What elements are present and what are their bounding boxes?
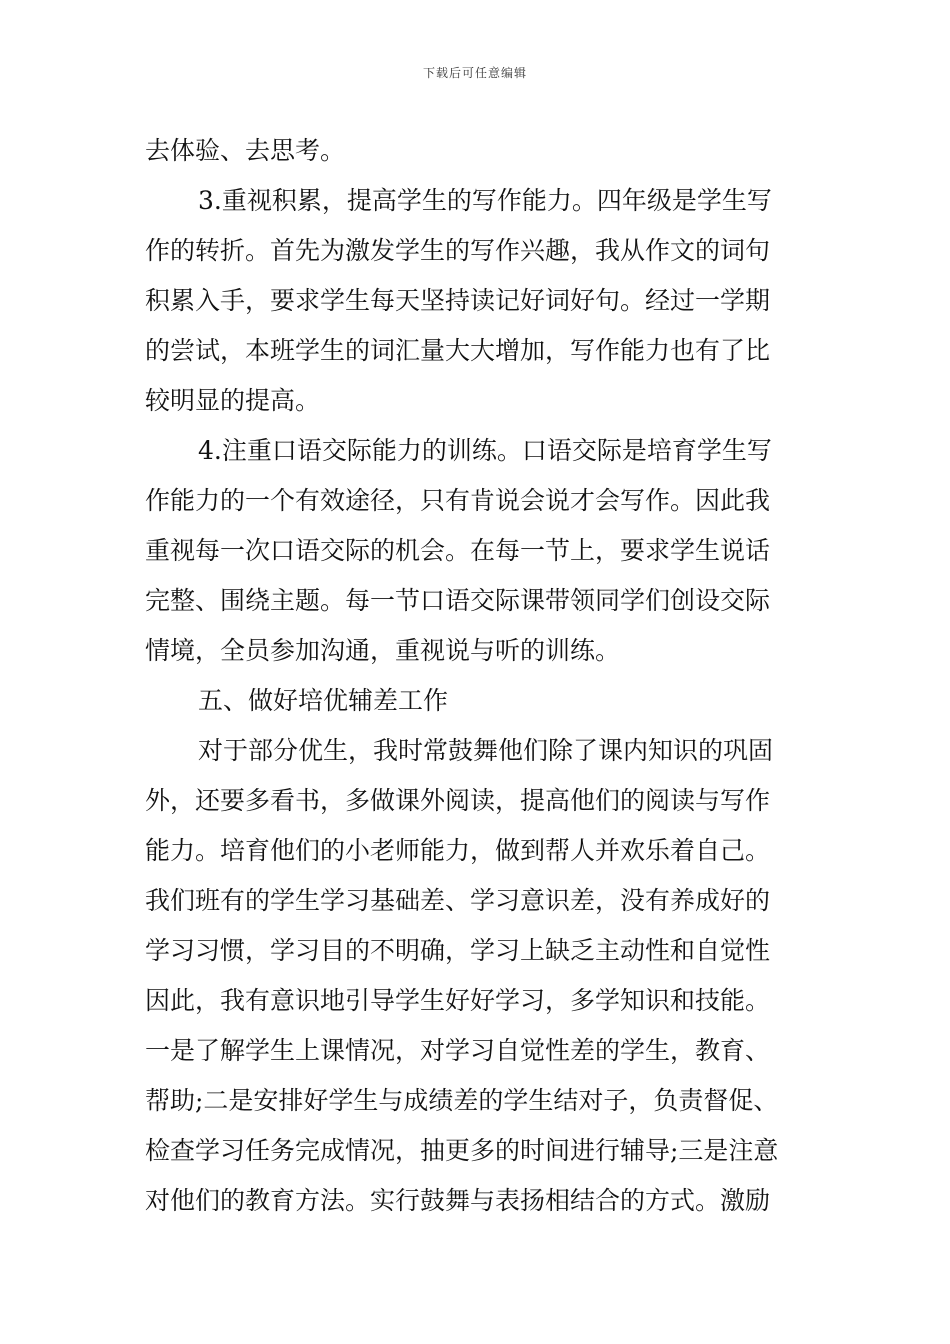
text-line: 的尝试，本班学生的词汇量大大增加，写作能力也有了比 bbox=[145, 336, 771, 365]
text-line: 帮助;二是安排好学生与成绩差的学生结对子，负责督促、 bbox=[145, 1086, 779, 1115]
text-line: 一是了解学生上课情况，对学习自觉性差的学生，教育、 bbox=[145, 1036, 771, 1065]
text-line: 重视每一次口语交际的机会。在每一节上，要求学生说话 bbox=[145, 536, 771, 565]
text-line: 我们班有的学生学习基础差、学习意识差，没有养成好的 bbox=[145, 886, 771, 915]
text-line: 较明显的提高。 bbox=[145, 386, 321, 415]
text-line: 对他们的教育方法。实行鼓舞与表扬相结合的方式。激励 bbox=[145, 1186, 771, 1215]
text-line: 情境，全员参加沟通，重视说与听的训练。 bbox=[145, 636, 621, 665]
text-line: 完整、围绕主题。每一节口语交际课带领同学们创设交际 bbox=[145, 586, 771, 615]
text-line: 学习习惯，学习目的不明确，学习上缺乏主动性和自觉性 bbox=[145, 936, 771, 965]
text-line: 外，还要多看书，多做课外阅读，提高他们的阅读与写作 bbox=[145, 786, 771, 815]
text-line: 作能力的一个有效途径，只有肯说会说才会写作。因此我 bbox=[145, 486, 771, 515]
section-heading: 五、做好培优辅差工作 bbox=[198, 686, 449, 715]
text-line: 3.重视积累，提高学生的写作能力。四年级是学生写 bbox=[198, 186, 772, 215]
text-line: 对于部分优生，我时常鼓舞他们除了课内知识的巩固 bbox=[198, 736, 774, 765]
text-line: 检查学习任务完成情况，抽更多的时间进行辅导;三是注意 bbox=[145, 1136, 779, 1165]
text-line: 作的转折。首先为激发学生的写作兴趣，我从作文的词句 bbox=[145, 236, 771, 265]
document-body bbox=[145, 126, 810, 1226]
text-line: 能力。培育他们的小老师能力，做到帮人并欢乐着自己。 bbox=[145, 836, 771, 865]
page-header: 下载后可任意编辑 bbox=[422, 66, 527, 80]
text-line: 因此，我有意识地引导学生好好学习，多学知识和技能。 bbox=[145, 986, 771, 1015]
text-line: 积累入手，要求学生每天坚持读记好词好句。经过一学期 bbox=[145, 286, 771, 315]
text-line: 去体验、去思考。 bbox=[145, 136, 346, 165]
text-line: 4.注重口语交际能力的训练。口语交际是培育学生写 bbox=[198, 436, 772, 465]
